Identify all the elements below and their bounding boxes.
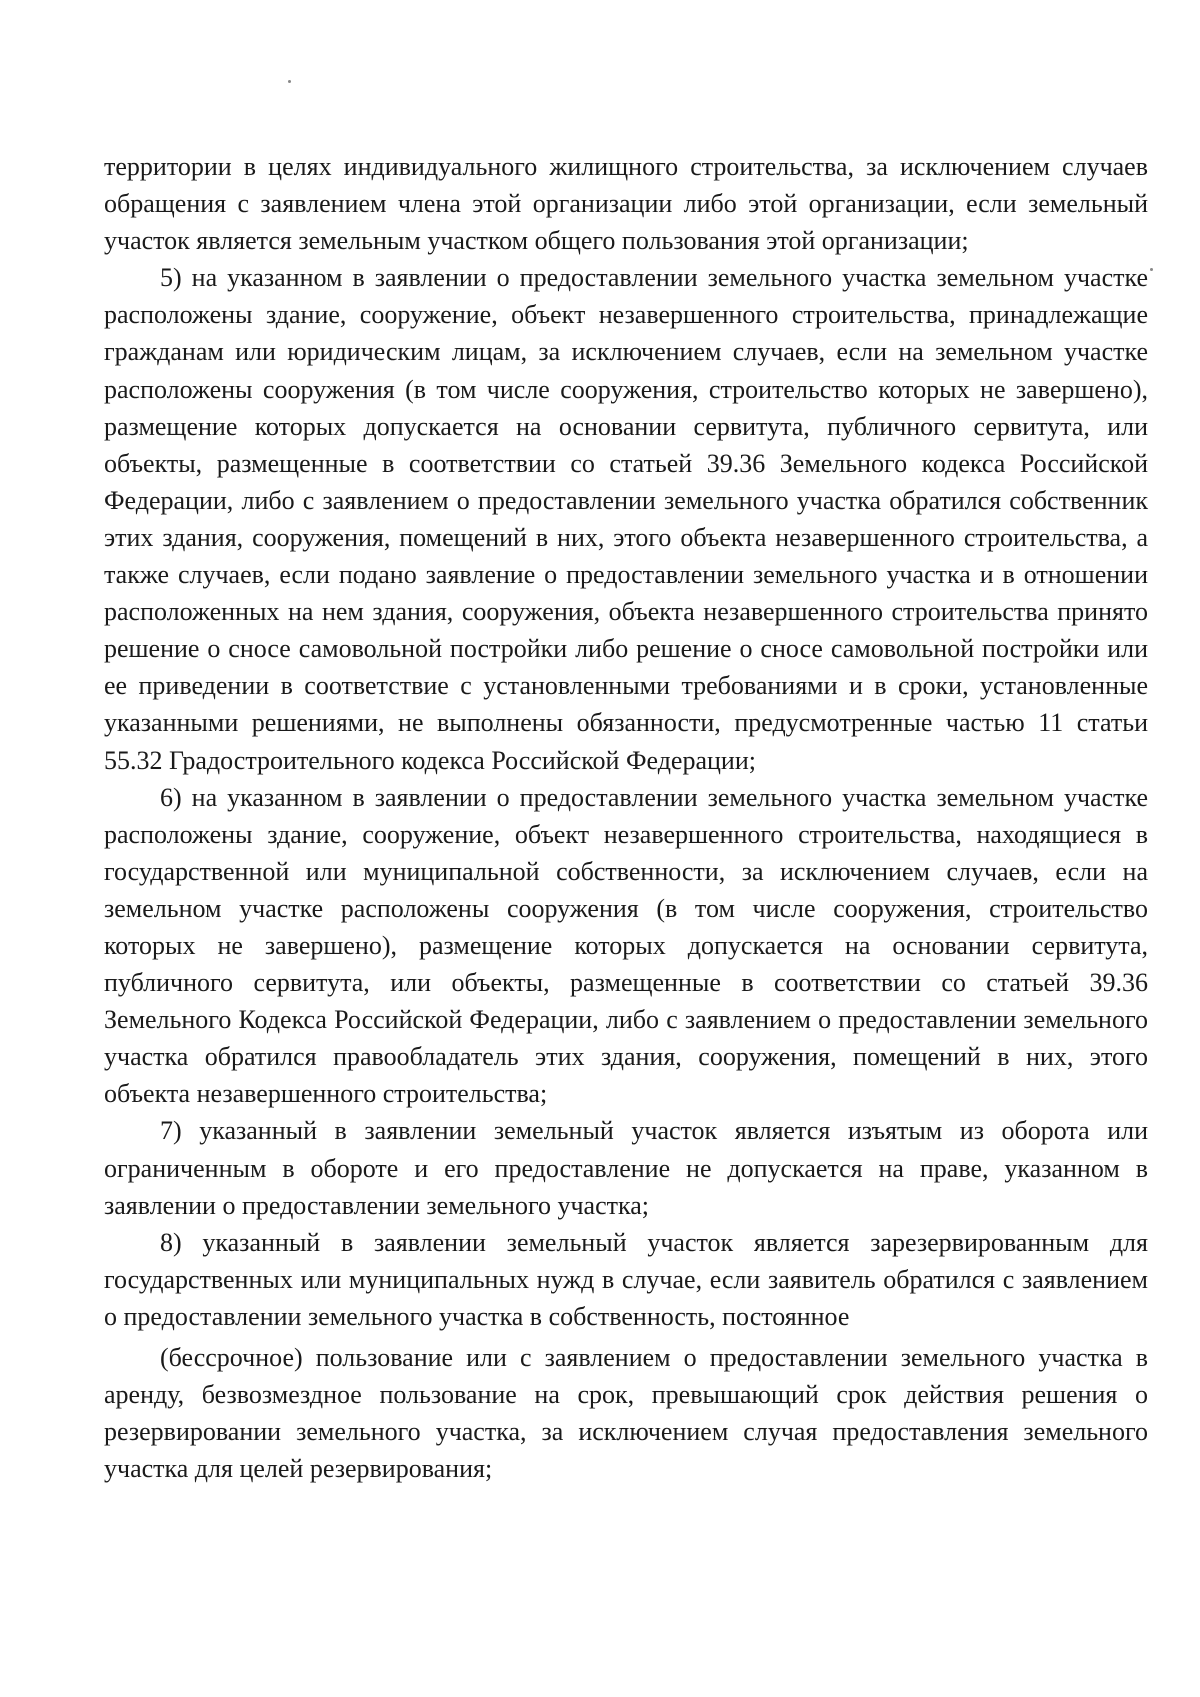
scan-speck xyxy=(1150,268,1153,271)
paragraph-item-6: 6) на указанном в заявлении о предоставлении земельного участка земельном участке расположены здание, сооружение, объект незавершенного строительства, находящиеся в государственной или муниципальной собственности, за исключением случаев, если на земельном участке расположены сооружения (в том числе сооружения, строительство которых не завершено), размещение которых допускается на основании сервитута, публичного сервитута, или объекты, размещенные в соответствии со статьей 39.36 Земельного Кодекса Российской Федерации, либо с заявлением о предоставлении земельного участка обратился правообладатель этих здания, сооружения, помещений в них, этого объекта незавершенного строительства; xyxy=(104,782,1148,1109)
paragraph-item-8-part-2: (бессрочное) пользование или с заявлением о предоставлении земельного участка в аренду, безвозмездное пользование на срок, превышающий срок действия решения о резервировании земельного участка, за исключением случая предоставления земельного участка для целей резервирования; xyxy=(104,1343,1148,1484)
document-body xyxy=(104,148,1148,1487)
scan-speck xyxy=(288,80,291,83)
paragraph-continuation: территории в целях индивидуального жилищного строительства, за исключением случаев обращения с заявлением члена этой организации либо этой организации, если земельный участок является земельным участком общего пользования этой организации; xyxy=(104,152,1148,256)
paragraph-item-5: 5) на указанном в заявлении о предоставлении земельного участка земельном участке расположены здание, сооружение, объект незавершенного строительства, принадлежащие гражданам или юридическим лицам, за исключением случаев, если на земельном участке расположены сооружения (в том числе сооружения, строительство которых не завершено), размещение которых допускается на основании сервитута, публичного сервитута, или объекты, размещенные в соответствии со статьей 39.36 Земельного кодекса Российской Федерации, либо с заявлением о предоставлении земельного участка обратился собственник этих здания, сооружения, помещений в них, этого объекта незавершенного строительства, а также случаев, если подано заявление о предоставлении земельного участка и в отношении расположенных на нем здания, сооружения, объекта незавершенного строительства принято решение о сносе самовольной постройки либо решение о сносе самовольной постройки или ее приведении в соответствие с установленными требованиями и в сроки, установленные указанными решениями, не выполнены обязанности, предусмотренные частью 11 статьи 55.32 Градостроительного кодекса Российской Федерации; xyxy=(104,263,1148,775)
paragraph-item-8-part-1: 8) указанный в заявлении земельный участок является зарезервированным для государственных или муниципальных нужд в случае, если заявитель обратился с заявлением о предоставлении земельного участка в собственность, постоянное xyxy=(104,1227,1148,1331)
paragraph-item-7: 7) указанный в заявлении земельный участок является изъятым из оборота или ограниченным в обороте и его предоставление не допускается на праве, указанном в заявлении о предоставлении земельного участка; xyxy=(104,1116,1148,1220)
